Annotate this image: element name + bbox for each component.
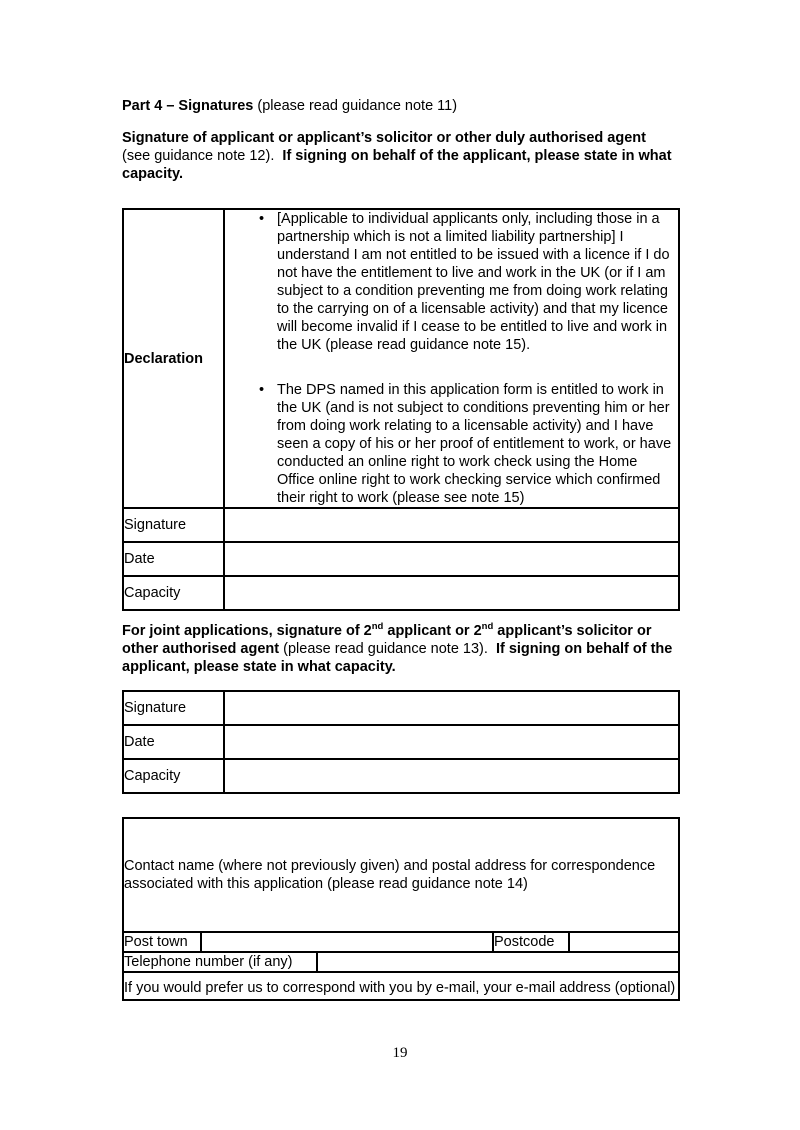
- signature-field-1[interactable]: [224, 508, 679, 542]
- table-row: [123, 576, 679, 610]
- date-label-2: Date: [123, 725, 224, 759]
- joint-heading-seg-5: (please read guidance note 13).: [279, 641, 496, 657]
- capacity-label-2: Capacity: [123, 759, 224, 793]
- signature-field-2[interactable]: [224, 691, 679, 725]
- joint-heading-sup-1: nd: [371, 621, 384, 633]
- intro-seg-1: Signature of applicant or applicant’s solicitor or other duly authorised agent: [122, 130, 646, 146]
- capacity-field-2[interactable]: [224, 759, 679, 793]
- table-row: [123, 952, 679, 972]
- table-row: [123, 542, 679, 576]
- capacity-field-1[interactable]: [224, 576, 679, 610]
- page-title-bold: Part 4 – Signatures: [122, 98, 254, 114]
- bullet-icon: •: [259, 382, 265, 398]
- contact-address-field[interactable]: [123, 818, 679, 932]
- table-row: [123, 209, 679, 508]
- declaration-bullet-2-text: The DPS named in this application form is entitled to work in the UK (and is not subject to conditions preventing him or her from doing work relating to a licensable activity) and I have seen a copy of his or her proof of entitlement to work, or have conducted an online right to work check using the Home Office online right to work checking service which confirmed their right to work (please see note 15): [277, 382, 672, 506]
- intro-seg-3: If signing on behalf of the applicant, please state in what capacity.: [122, 148, 672, 182]
- signature-label-2: Signature: [123, 691, 224, 725]
- joint-heading-sup-3: nd: [481, 621, 494, 633]
- page-title: [122, 97, 678, 115]
- page-title-regular: (please read guidance note 11): [253, 98, 458, 114]
- table-row: [123, 932, 679, 952]
- declaration-bullet-1-text: [Applicable to individual applicants only, including those in a partnership which is not a limited liability partnership] I understand I am not entitled to be issued with a licence if I do not have the entitlement to live and work in the UK (or if I am subject to a condition preventing me from doing work relating to the carrying on of a licensable activity) and that my licence will become invalid if I cease to be entitled to live and work in the UK (please read guidance note 15).: [277, 211, 670, 353]
- telephone-label: Telephone number (if any): [123, 952, 317, 972]
- declaration-bullet-2: [225, 381, 678, 507]
- signature-label-1: Signature: [123, 508, 224, 542]
- intro-paragraph: [122, 129, 678, 183]
- joint-heading-seg-0: For joint applications, signature of 2: [122, 623, 372, 639]
- email-label: If you would prefer us to correspond with you by e-mail, your e-mail address (optional): [124, 979, 676, 996]
- post-town-field[interactable]: [201, 932, 493, 952]
- joint-applications-heading: [122, 622, 678, 676]
- bullet-icon: •: [259, 211, 265, 227]
- date-field-1[interactable]: [224, 542, 679, 576]
- table-row: [123, 972, 679, 1000]
- postcode-label: Postcode: [493, 932, 569, 952]
- telephone-field[interactable]: [317, 952, 679, 972]
- intro-seg-2: (see guidance note 12).: [122, 148, 283, 164]
- contact-address-label: Contact name (where not previously given) and postal address for correspondence associated with this application (please read guidance note 14): [124, 858, 656, 892]
- capacity-label-1: Capacity: [123, 576, 224, 610]
- declaration-label: Declaration: [123, 209, 224, 508]
- table-row: [123, 725, 679, 759]
- declaration-bullet-1: [225, 210, 678, 354]
- joint-heading-seg-6: If signing on behalf of the applicant, please state in what capacity.: [122, 641, 673, 675]
- table-row: [123, 818, 679, 932]
- table-row: [123, 759, 679, 793]
- joint-signature-table: [122, 690, 680, 794]
- declaration-text-cell: [224, 209, 679, 508]
- joint-heading-seg-4: applicant’s solicitor or other authorised agent: [122, 623, 652, 657]
- page-number: 19: [392, 1045, 408, 1061]
- table-row: [123, 691, 679, 725]
- date-label-1: Date: [123, 542, 224, 576]
- post-town-label: Post town: [123, 932, 201, 952]
- date-field-2[interactable]: [224, 725, 679, 759]
- postcode-field[interactable]: [569, 932, 679, 952]
- joint-heading-seg-2: applicant or 2: [383, 623, 482, 639]
- contact-details-table: [122, 817, 680, 1001]
- email-field[interactable]: [123, 972, 679, 1000]
- table-row: [123, 508, 679, 542]
- declaration-table: [122, 208, 680, 611]
